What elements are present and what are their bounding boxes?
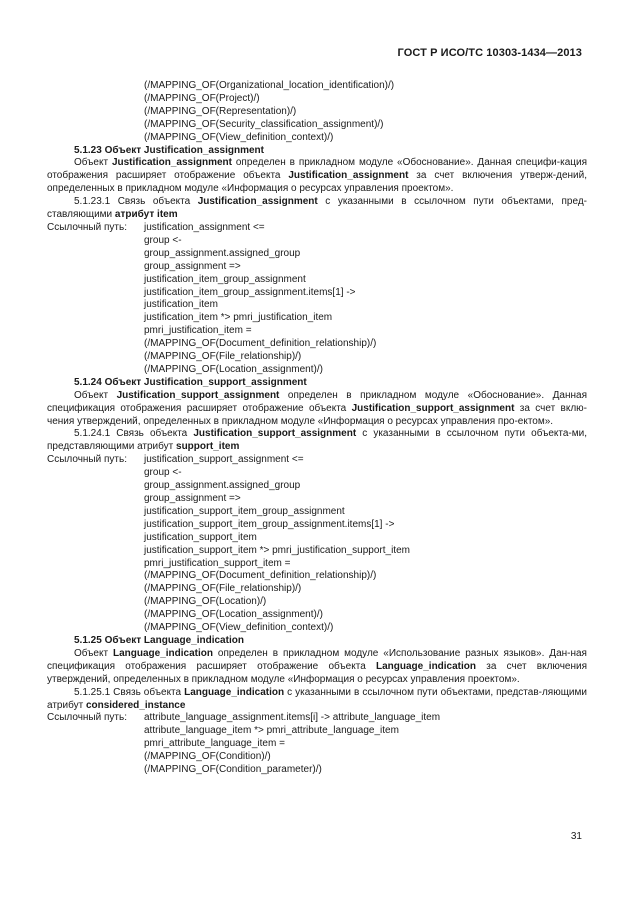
reference-path-lines	[144, 222, 376, 377]
section-heading: 5.1.23 Объект Justification_assignment	[74, 144, 264, 156]
section-paragraph: Объект Justification_assignment определен в прикладном модуле «Обоснование». Данная специфи-кация отображения расширяет отображение объекта Justification_assignment за счет включения утверж-дений, определенных в прикладном модуле «Информация о ресурсах управления проектом».	[47, 157, 587, 195]
path-line: group <-	[144, 234, 182, 246]
mapping-line: (/MAPPING_OF(View_definition_context)/)	[144, 131, 334, 143]
path-line: (/MAPPING_OF(Document_definition_relationship)/)	[144, 570, 377, 582]
path-line: (/MAPPING_OF(View_definition_context)/)	[144, 622, 334, 634]
path-line: (/MAPPING_OF(File_relationship)/)	[144, 583, 302, 595]
reference-path	[47, 222, 587, 377]
mapping-line: (/MAPPING_OF(Project)/)	[144, 92, 260, 104]
mapping-line: (/MAPPING_OF(Security_classification_assignment)/)	[144, 118, 384, 130]
path-line: justification_support_item *> pmri_justification_support_item	[144, 544, 410, 556]
page-number: 31	[570, 831, 582, 842]
page-content	[47, 80, 587, 777]
path-line: attribute_language_assignment.items[i] -> attribute_language_item	[144, 712, 441, 724]
standard-header: ГОСТ Р ИСО/ТС 10303-1434—2013	[397, 47, 582, 59]
path-line: (/MAPPING_OF(Condition)/)	[144, 751, 271, 763]
reference-path-lines	[144, 454, 410, 635]
path-line: pmri_justification_item =	[144, 325, 252, 337]
path-line: group_assignment.assigned_group	[144, 247, 301, 259]
path-line: group_assignment =>	[144, 260, 241, 272]
path-line: justification_support_assignment <=	[144, 454, 304, 466]
section-heading: 5.1.24 Объект Justification_support_assignment	[74, 376, 307, 388]
path-line: justification_support_item_group_assignment	[144, 505, 345, 517]
path-line: (/MAPPING_OF(File_relationship)/)	[144, 351, 302, 363]
reference-path-label: Ссылочный путь:	[47, 221, 127, 233]
section-paragraph: Объект Justification_support_assignment определен в прикладном модуле «Обоснование». Данная спецификация отображения расширяет отображение объекта Justification_support_assignment за счет вклю-чения утверждений, определенных в прикладном модуле «Информация о ресурсах управления про-ектом».	[47, 389, 587, 427]
reference-path	[47, 454, 587, 635]
subsection-paragraph: 5.1.24.1 Связь объекта Justification_support_assignment с указанными в ссылочном пути объекта-ми, представляющими атрибут support_item	[47, 428, 587, 453]
path-line: (/MAPPING_OF(Location_assignment)/)	[144, 363, 323, 375]
path-line: (/MAPPING_OF(Location_assignment)/)	[144, 609, 323, 621]
path-line: (/MAPPING_OF(Document_definition_relationship)/)	[144, 338, 377, 350]
path-line: justification_item	[144, 299, 218, 311]
path-line: justification_assignment <=	[144, 221, 265, 233]
path-line: justification_item *> pmri_justification_item	[144, 312, 333, 324]
path-line: (/MAPPING_OF(Condition_parameter)/)	[144, 764, 322, 776]
reference-path	[47, 712, 587, 777]
section-heading: 5.1.25 Объект Language_indication	[74, 634, 244, 646]
mapping-line: (/MAPPING_OF(Organizational_location_identification)/)	[144, 80, 395, 91]
path-line: (/MAPPING_OF(Location)/)	[144, 596, 267, 608]
path-line: group <-	[144, 467, 182, 479]
subsection-paragraph: 5.1.23.1 Связь объекта Justification_assignment с указанными в ссылочном пути объектами, пред-ставляющими атрибут item	[47, 196, 587, 221]
path-line: justification_item_group_assignment.items[1] ->	[144, 286, 356, 298]
path-line: justification_item_group_assignment	[144, 273, 306, 285]
path-line: pmri_justification_support_item =	[144, 557, 291, 569]
subsection-paragraph: 5.1.25.1 Связь объекта Language_indication с указанными в ссылочном пути объектами, представ-ляющими атрибут considered_instance	[47, 686, 587, 711]
path-line: pmri_attribute_language_item =	[144, 738, 285, 750]
section-paragraph: Объект Language_indication определен в прикладном модуле «Использование разных языков». Дан-ная спецификация отображения расширяет отображение объекта Language_indication за счет включения утверждений, определенных в прикладном модуле «Информация о ресурсах управления проектом».	[47, 647, 587, 685]
mapping-line: (/MAPPING_OF(Representation)/)	[144, 105, 297, 117]
path-line: justification_support_item_group_assignment.items[1] ->	[144, 518, 395, 530]
reference-path-label: Ссылочный путь:	[47, 454, 127, 466]
top-mapping-list	[47, 80, 587, 145]
path-line: group_assignment =>	[144, 493, 241, 504]
reference-path-label: Ссылочный путь:	[47, 712, 127, 724]
reference-path-lines	[144, 712, 440, 777]
path-line: group_assignment.assigned_group	[144, 480, 301, 492]
path-line: justification_support_item	[144, 531, 257, 543]
path-line: attribute_language_item *> pmri_attribute_language_item	[144, 725, 399, 737]
